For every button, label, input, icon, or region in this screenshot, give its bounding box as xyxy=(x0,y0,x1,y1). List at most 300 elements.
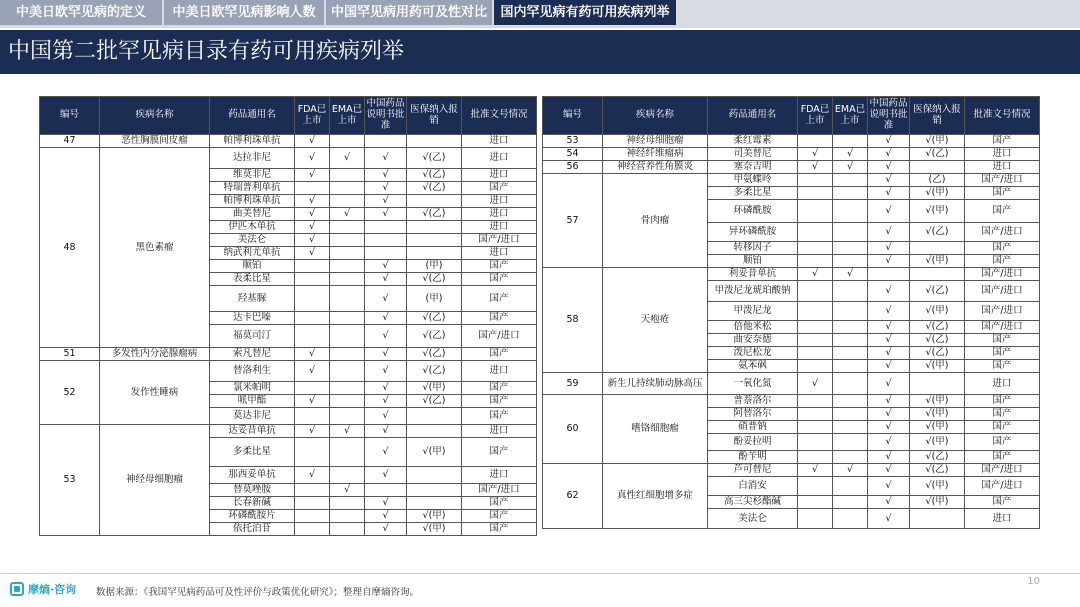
cell-approval-status: 国产/进口 xyxy=(965,174,1040,187)
cell-drug-name: 多柔比星 xyxy=(210,438,295,467)
cell-disease-name: 新生儿持续肺动脉高压 xyxy=(603,373,708,395)
cell-fda: √ xyxy=(295,234,330,247)
cell-fda: √ xyxy=(295,195,330,208)
cell-china-approval: √ xyxy=(868,334,910,347)
cell-drug-name: 曲安奈德 xyxy=(708,334,798,347)
cell-ema xyxy=(833,281,868,302)
cell-fda: √ xyxy=(295,208,330,221)
cell-approval-status: 国产 xyxy=(965,187,1040,200)
cell-approval-status: 国产 xyxy=(462,408,537,425)
cell-fda xyxy=(295,484,330,497)
cell-fda xyxy=(295,510,330,523)
cell-drug-name: 曲美替尼 xyxy=(210,208,295,221)
cell-fda xyxy=(798,451,833,464)
cell-approval-status: 国产 xyxy=(965,408,1040,421)
cell-fda xyxy=(798,187,833,200)
cell-drug-name: 异环磷酰胺 xyxy=(708,223,798,242)
cell-drug-name: 纳武利尤单抗 xyxy=(210,247,295,260)
cell-approval-status: 国产 xyxy=(462,395,537,408)
cell-china-approval: √ xyxy=(868,373,910,395)
cell-approval-status: 国产 xyxy=(965,242,1040,255)
cell-insurance xyxy=(407,467,462,484)
cell-disease-name: 神经母细胞瘤 xyxy=(100,425,210,536)
cell-ema xyxy=(833,135,868,148)
left-drug-table xyxy=(39,96,537,536)
header-drug-name: 药品通用名 xyxy=(708,97,798,135)
cell-number: 51 xyxy=(40,348,100,361)
cell-drug-name: 索凡替尼 xyxy=(210,348,295,361)
cell-drug-name: 替莫唑胺 xyxy=(210,484,295,497)
cell-china-approval: √ xyxy=(365,395,407,408)
cell-china-approval xyxy=(365,221,407,234)
table-row xyxy=(543,174,1040,187)
cell-ema xyxy=(833,395,868,408)
cell-insurance: √(乙) xyxy=(910,148,965,161)
cell-china-approval: √ xyxy=(365,382,407,395)
cell-approval-status: 国产 xyxy=(462,510,537,523)
cell-number: 53 xyxy=(543,135,603,148)
cell-number: 52 xyxy=(40,361,100,425)
cell-approval-status: 国产 xyxy=(965,434,1040,451)
cell-insurance: √(乙) xyxy=(407,182,462,195)
data-source-note: 数据来源：《我国罕见病药品可及性评价与政策优化研究》；整理自摩熵咨询。 xyxy=(96,587,420,598)
cell-ema: √ xyxy=(833,268,868,281)
cell-fda xyxy=(798,421,833,434)
cell-fda xyxy=(798,302,833,321)
cell-approval-status: 进口 xyxy=(462,135,537,148)
cell-insurance: √(甲) xyxy=(910,434,965,451)
cell-insurance: √(甲) xyxy=(910,187,965,200)
cell-fda: √ xyxy=(295,135,330,148)
cell-fda: √ xyxy=(798,148,833,161)
cell-approval-status: 进口 xyxy=(462,195,537,208)
table-row xyxy=(543,161,1040,174)
header-ema: EMA已上市 xyxy=(330,97,365,135)
cell-drug-name: 塞奈吉明 xyxy=(708,161,798,174)
cell-approval-status: 国产 xyxy=(965,334,1040,347)
cell-fda xyxy=(798,281,833,302)
cell-fda: √ xyxy=(295,425,330,438)
cell-drug-name: 泼尼松龙 xyxy=(708,347,798,360)
cell-ema xyxy=(330,395,365,408)
cell-drug-name: 转移因子 xyxy=(708,242,798,255)
cell-china-approval: √ xyxy=(365,195,407,208)
cell-ema xyxy=(833,302,868,321)
cell-ema: √ xyxy=(330,148,365,169)
cell-drug-name: 利妥昔单抗 xyxy=(708,268,798,281)
cell-china-approval: √ xyxy=(365,286,407,312)
cell-insurance xyxy=(910,242,965,255)
cell-disease-name: 真性红细胞增多症 xyxy=(603,464,708,529)
cell-insurance: √(乙) xyxy=(407,395,462,408)
cell-insurance: √(乙) xyxy=(407,325,462,348)
cell-drug-name: 达拉非尼 xyxy=(210,148,295,169)
cell-drug-name: 帕博利珠单抗 xyxy=(210,135,295,148)
table-row xyxy=(543,148,1040,161)
cell-ema xyxy=(330,361,365,382)
cell-insurance: (甲) xyxy=(407,286,462,312)
cell-approval-status: 进口 xyxy=(462,467,537,484)
cell-approval-status: 进口 xyxy=(965,161,1040,174)
table-row xyxy=(543,135,1040,148)
cell-approval-status: 国产 xyxy=(462,260,537,273)
cell-approval-status: 国产/进口 xyxy=(462,484,537,497)
cell-fda xyxy=(798,135,833,148)
cell-disease-name: 多发性内分泌腺瘤病 xyxy=(100,348,210,361)
cell-china-approval: √ xyxy=(365,361,407,382)
cell-ema xyxy=(330,247,365,260)
header-insurance: 医保纳入报销 xyxy=(910,97,965,135)
cell-disease-name: 神经纤维瘤病 xyxy=(603,148,708,161)
cell-approval-status: 国产 xyxy=(965,496,1040,509)
cell-insurance: √(乙) xyxy=(910,451,965,464)
cell-number: 59 xyxy=(543,373,603,395)
cell-insurance xyxy=(407,234,462,247)
cell-china-approval xyxy=(365,247,407,260)
cell-approval-status: 国产 xyxy=(462,312,537,325)
cell-drug-name: 那西妥单抗 xyxy=(210,467,295,484)
cell-drug-name: 倍他米松 xyxy=(708,321,798,334)
cell-ema xyxy=(330,221,365,234)
cell-insurance xyxy=(407,425,462,438)
cell-fda xyxy=(295,523,330,536)
header-approval-status: 批准文号情况 xyxy=(462,97,537,135)
cell-disease-name: 神经营养性角膜炎 xyxy=(603,161,708,174)
cell-ema xyxy=(833,373,868,395)
cell-approval-status: 国产/进口 xyxy=(462,234,537,247)
logo-icon xyxy=(10,582,24,596)
cell-china-approval: √ xyxy=(365,523,407,536)
cell-approval-status: 进口 xyxy=(462,208,537,221)
cell-insurance xyxy=(910,509,965,529)
cell-drug-name: 酚妥拉明 xyxy=(708,434,798,451)
table-header-row xyxy=(543,97,1040,135)
header-number: 编号 xyxy=(40,97,100,135)
cell-approval-status: 国产/进口 xyxy=(965,321,1040,334)
cell-ema xyxy=(330,438,365,467)
cell-fda: √ xyxy=(798,373,833,395)
cell-ema xyxy=(330,325,365,348)
cell-ema xyxy=(330,467,365,484)
cell-china-approval: √ xyxy=(365,438,407,467)
cell-ema xyxy=(330,135,365,148)
cell-drug-name: 羟基脲 xyxy=(210,286,295,312)
cell-insurance: √(甲) xyxy=(407,523,462,536)
cell-drug-name: 美法仑 xyxy=(708,509,798,529)
cell-fda xyxy=(295,286,330,312)
cell-china-approval: √ xyxy=(365,273,407,286)
cell-ema xyxy=(330,497,365,510)
cell-drug-name: 福莫司汀 xyxy=(210,325,295,348)
cell-insurance: √(乙) xyxy=(407,148,462,169)
cell-disease-name: 骨肉瘤 xyxy=(603,174,708,268)
cell-number: 62 xyxy=(543,464,603,529)
cell-fda xyxy=(798,174,833,187)
cell-china-approval: √ xyxy=(365,260,407,273)
tab-drug-accessibility[interactable]: 中国罕见病用药可及性对比 xyxy=(326,0,492,25)
cell-ema xyxy=(330,286,365,312)
footer-divider xyxy=(0,573,1080,574)
cell-insurance: √(甲) xyxy=(407,510,462,523)
page-title: 中国第二批罕见病目录有药可用疾病列举 xyxy=(8,39,405,64)
cell-insurance xyxy=(407,247,462,260)
cell-ema xyxy=(833,321,868,334)
cell-drug-name: 普萘洛尔 xyxy=(708,395,798,408)
cell-ema xyxy=(833,509,868,529)
cell-fda: √ xyxy=(295,148,330,169)
cell-fda: √ xyxy=(295,361,330,382)
header-insurance: 医保纳入报销 xyxy=(407,97,462,135)
cell-fda xyxy=(295,273,330,286)
cell-insurance: √(甲) xyxy=(910,135,965,148)
cell-fda xyxy=(295,438,330,467)
cell-china-approval: √ xyxy=(868,223,910,242)
cell-china-approval: √ xyxy=(868,321,910,334)
cell-ema: √ xyxy=(833,464,868,477)
table-row xyxy=(40,135,537,148)
cell-china-approval: √ xyxy=(868,148,910,161)
cell-ema xyxy=(833,255,868,268)
cell-ema xyxy=(833,477,868,496)
cell-china-approval: √ xyxy=(365,208,407,221)
cell-fda xyxy=(295,408,330,425)
cell-approval-status: 国产 xyxy=(965,135,1040,148)
cell-fda xyxy=(798,223,833,242)
cell-insurance: √(甲) xyxy=(407,438,462,467)
cell-china-approval: √ xyxy=(868,161,910,174)
cell-drug-name: 芦可替尼 xyxy=(708,464,798,477)
cell-ema xyxy=(833,223,868,242)
cell-insurance xyxy=(407,497,462,510)
cell-approval-status: 国产/进口 xyxy=(965,281,1040,302)
cell-drug-name: 环磷酰胺片 xyxy=(210,510,295,523)
cell-drug-name: 美法仑 xyxy=(210,234,295,247)
cell-ema xyxy=(833,187,868,200)
table-row xyxy=(40,348,537,361)
cell-drug-name: 白消安 xyxy=(708,477,798,496)
cell-approval-status: 国产/进口 xyxy=(462,325,537,348)
cell-disease-name: 发作性睡病 xyxy=(100,361,210,425)
cell-insurance: √(乙) xyxy=(407,169,462,182)
header-ema: EMA已上市 xyxy=(833,97,868,135)
cell-china-approval: √ xyxy=(365,182,407,195)
cell-approval-status: 进口 xyxy=(462,361,537,382)
cell-approval-status: 进口 xyxy=(462,148,537,169)
cell-ema xyxy=(330,182,365,195)
cell-ema xyxy=(833,242,868,255)
cell-china-approval: √ xyxy=(868,496,910,509)
cell-drug-name: 硝普钠 xyxy=(708,421,798,434)
cell-china-approval: √ xyxy=(365,348,407,361)
header-fda: FDA已上市 xyxy=(798,97,833,135)
cell-approval-status: 国产 xyxy=(965,421,1040,434)
header-disease-name: 疾病名称 xyxy=(100,97,210,135)
table-row xyxy=(543,395,1040,408)
table-row xyxy=(40,361,537,382)
cell-approval-status: 国产 xyxy=(965,200,1040,223)
cell-china-approval: √ xyxy=(365,510,407,523)
cell-china-approval: √ xyxy=(868,395,910,408)
cell-china-approval: √ xyxy=(365,425,407,438)
cell-drug-name: 高三尖杉酯碱 xyxy=(708,496,798,509)
cell-disease-name: 神经母细胞瘤 xyxy=(603,135,708,148)
cell-drug-name: 氯米帕明 xyxy=(210,382,295,395)
cell-approval-status: 国产 xyxy=(462,182,537,195)
cell-fda xyxy=(295,312,330,325)
cell-ema xyxy=(330,260,365,273)
cell-insurance: √(乙) xyxy=(910,223,965,242)
cell-insurance xyxy=(407,221,462,234)
cell-fda xyxy=(798,509,833,529)
cell-fda: √ xyxy=(798,161,833,174)
cell-fda: √ xyxy=(295,395,330,408)
cell-ema xyxy=(330,234,365,247)
cell-insurance: √(甲) xyxy=(407,382,462,395)
cell-drug-name: 哌甲酯 xyxy=(210,395,295,408)
cell-ema xyxy=(330,273,365,286)
cell-fda xyxy=(798,347,833,360)
cell-fda xyxy=(798,360,833,373)
tab-diseases-with-drugs[interactable]: 国内罕见病有药可用疾病列举 xyxy=(494,0,676,25)
cell-approval-status: 国产 xyxy=(462,497,537,510)
logo-text: 摩熵·咨询 xyxy=(28,583,77,596)
cell-disease-name: 天疱疮 xyxy=(603,268,708,373)
cell-china-approval: √ xyxy=(868,408,910,421)
cell-fda: √ xyxy=(295,169,330,182)
cell-china-approval: √ xyxy=(868,302,910,321)
cell-insurance: √(乙) xyxy=(407,208,462,221)
cell-china-approval: √ xyxy=(868,200,910,223)
cell-insurance: √(甲) xyxy=(910,395,965,408)
cell-insurance: √(甲) xyxy=(910,255,965,268)
cell-drug-name: 帕博利珠单抗 xyxy=(210,195,295,208)
cell-china-approval: √ xyxy=(868,434,910,451)
cell-insurance xyxy=(407,195,462,208)
cell-insurance: √(乙) xyxy=(910,464,965,477)
cell-china-approval: √ xyxy=(868,477,910,496)
cell-number: 53 xyxy=(40,425,100,536)
cell-drug-name: 达卡巴嗪 xyxy=(210,312,295,325)
right-drug-table-panel xyxy=(542,96,1040,529)
cell-drug-name: 维莫非尼 xyxy=(210,169,295,182)
cell-china-approval xyxy=(365,234,407,247)
cell-number: 48 xyxy=(40,148,100,348)
cell-drug-name: 甲氨蝶呤 xyxy=(708,174,798,187)
cell-insurance: √(乙) xyxy=(910,334,965,347)
cell-approval-status: 国产 xyxy=(965,395,1040,408)
cell-fda xyxy=(798,242,833,255)
cell-insurance: √(乙) xyxy=(407,312,462,325)
cell-fda: √ xyxy=(295,247,330,260)
cell-insurance: √(甲) xyxy=(910,496,965,509)
cell-insurance: √(甲) xyxy=(910,200,965,223)
cell-drug-name: 顺铂 xyxy=(210,260,295,273)
cell-china-approval: √ xyxy=(868,509,910,529)
cell-fda xyxy=(798,255,833,268)
tab-definition[interactable]: 中美日欧罕见病的定义 xyxy=(0,0,162,25)
cell-china-approval: √ xyxy=(868,347,910,360)
cell-drug-name: 酚苄明 xyxy=(708,451,798,464)
cell-fda xyxy=(295,260,330,273)
cell-approval-status: 国产/进口 xyxy=(965,302,1040,321)
cell-china-approval: √ xyxy=(868,135,910,148)
cell-number: 47 xyxy=(40,135,100,148)
cell-ema: √ xyxy=(330,484,365,497)
tab-affected-population[interactable]: 中美日欧罕见病影响人数 xyxy=(164,0,324,25)
cell-ema xyxy=(833,496,868,509)
cell-insurance: √(乙) xyxy=(910,321,965,334)
cell-ema: √ xyxy=(330,208,365,221)
cell-china-approval: √ xyxy=(365,169,407,182)
title-banner xyxy=(0,30,1080,74)
cell-ema xyxy=(833,334,868,347)
cell-ema xyxy=(330,169,365,182)
cell-approval-status: 国产 xyxy=(965,347,1040,360)
cell-china-approval: √ xyxy=(868,242,910,255)
cell-insurance xyxy=(407,408,462,425)
cell-ema xyxy=(833,451,868,464)
cell-insurance: √(甲) xyxy=(910,421,965,434)
table-row xyxy=(40,148,537,169)
cell-china-approval: √ xyxy=(868,174,910,187)
cell-approval-status: 国产/进口 xyxy=(965,477,1040,496)
cell-ema: √ xyxy=(330,425,365,438)
cell-china-approval: √ xyxy=(868,255,910,268)
header-fda: FDA已上市 xyxy=(295,97,330,135)
cell-number: 58 xyxy=(543,268,603,373)
cell-insurance: √(乙) xyxy=(910,347,965,360)
cell-number: 60 xyxy=(543,395,603,464)
cell-fda xyxy=(295,182,330,195)
cell-drug-name: 顺铂 xyxy=(708,255,798,268)
cell-approval-status: 国产 xyxy=(965,451,1040,464)
table-row xyxy=(543,464,1040,477)
cell-china-approval xyxy=(868,268,910,281)
cell-ema xyxy=(833,434,868,451)
cell-drug-name: 一氧化氮 xyxy=(708,373,798,395)
cell-approval-status: 进口 xyxy=(462,221,537,234)
cell-approval-status: 国产/进口 xyxy=(965,268,1040,281)
cell-drug-name: 环磷酰胺 xyxy=(708,200,798,223)
cell-approval-status: 国产 xyxy=(965,360,1040,373)
cell-fda xyxy=(295,325,330,348)
cell-ema xyxy=(330,523,365,536)
cell-drug-name: 依托泊苷 xyxy=(210,523,295,536)
cell-approval-status: 国产 xyxy=(462,286,537,312)
header-number: 编号 xyxy=(543,97,603,135)
cell-ema xyxy=(833,360,868,373)
cell-china-approval: √ xyxy=(868,281,910,302)
cell-china-approval: √ xyxy=(365,467,407,484)
cell-drug-name: 甲泼尼龙 xyxy=(708,302,798,321)
cell-approval-status: 进口 xyxy=(965,148,1040,161)
cell-china-approval: √ xyxy=(868,360,910,373)
cell-fda xyxy=(798,477,833,496)
cell-number: 57 xyxy=(543,174,603,268)
cell-insurance: √(乙) xyxy=(407,361,462,382)
cell-ema xyxy=(330,348,365,361)
cell-insurance: (乙) xyxy=(910,174,965,187)
cell-insurance xyxy=(407,484,462,497)
cell-china-approval: √ xyxy=(868,421,910,434)
cell-insurance: (甲) xyxy=(407,260,462,273)
cell-china-approval xyxy=(365,135,407,148)
cell-drug-name: 特瑞普利单抗 xyxy=(210,182,295,195)
page-number: 10 xyxy=(1027,576,1040,587)
cell-drug-name: 柔红霉素 xyxy=(708,135,798,148)
cell-china-approval xyxy=(365,484,407,497)
cell-drug-name: 伊匹木单抗 xyxy=(210,221,295,234)
